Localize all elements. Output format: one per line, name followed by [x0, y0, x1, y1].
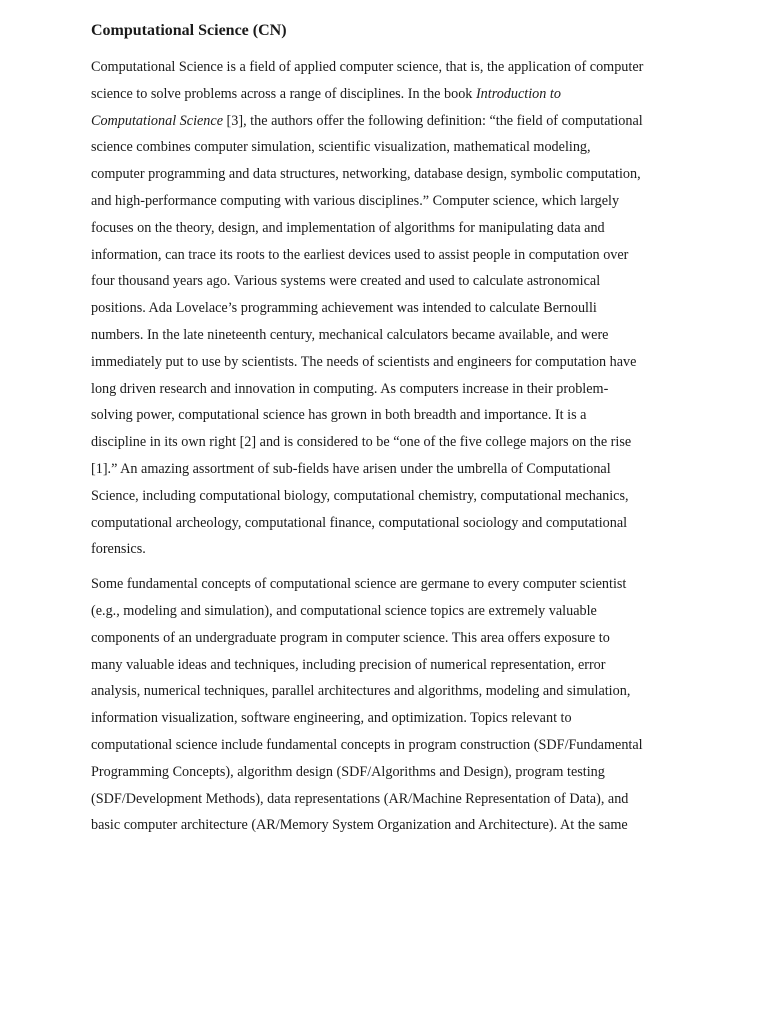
- text-line: [91, 188, 681, 215]
- text-segment: forensics.: [91, 541, 146, 558]
- paragraphs-container: [91, 54, 681, 839]
- paragraph: [91, 571, 681, 839]
- text-line: [91, 812, 681, 839]
- text-segment: solving power, computational science has grown in both breadth and importance. It is a: [91, 407, 587, 424]
- text-line: [91, 536, 681, 563]
- text-line: [91, 349, 681, 376]
- text-segment: science combines computer simulation, scientific visualization, mathematical modeling,: [91, 139, 591, 156]
- text-line: [91, 268, 681, 295]
- paragraph: [91, 54, 681, 563]
- text-line: [91, 759, 681, 786]
- text-segment: [1].” An amazing assortment of sub-fields have arisen under the umbrella of Computational: [91, 460, 611, 477]
- text-line: [91, 81, 681, 108]
- text-segment: information visualization, software engineering, and optimization. Topics relevant to: [91, 710, 572, 727]
- text-segment: science to solve problems across a range of disciplines. In the book: [91, 85, 476, 102]
- text-line: [91, 598, 681, 625]
- text-line: [91, 705, 681, 732]
- text-line: [91, 510, 681, 537]
- text-segment: discipline in its own right [2] and is considered to be “one of the five college majors on the rise: [91, 434, 632, 451]
- book-title-italic: Introduction to: [475, 85, 561, 102]
- text-line: [91, 678, 681, 705]
- text-segment: long driven research and innovation in computing. As computers increase in their problem-: [91, 380, 609, 397]
- text-segment: analysis, numerical techniques, parallel architectures and algorithms, modeling and simulation,: [91, 683, 631, 700]
- text-segment: Some fundamental concepts of computational science are germane to every computer scientist: [91, 576, 627, 593]
- text-line: [91, 54, 681, 81]
- text-line: [91, 732, 681, 759]
- text-line: [91, 456, 681, 483]
- section-heading: Computational Science (CN): [91, 22, 287, 39]
- text-line: [91, 625, 681, 652]
- text-segment: immediately put to use by scientists. The needs of scientists and engineers for computation have: [91, 353, 637, 370]
- document-body: [91, 18, 681, 847]
- text-segment: and high-performance computing with various disciplines.” Computer science, which largely: [91, 192, 620, 209]
- text-line: [91, 483, 681, 510]
- text-line: [91, 134, 681, 161]
- book-title-italic: Computational Science: [91, 112, 223, 129]
- text-segment: computer programming and data structures, networking, database design, symbolic computation,: [91, 166, 641, 183]
- text-segment: Science, including computational biology, computational chemistry, computational mechanics,: [91, 487, 629, 504]
- text-line: [91, 295, 681, 322]
- text-line: [91, 161, 681, 188]
- text-segment: many valuable ideas and techniques, including precision of numerical representation, error: [91, 656, 606, 673]
- text-line: [91, 322, 681, 349]
- text-segment: positions. Ada Lovelace’s programming achievement was intended to calculate Bernoulli: [91, 300, 597, 317]
- text-line: [91, 402, 681, 429]
- text-segment: numbers. In the late nineteenth century, mechanical calculators became available, and were: [91, 326, 609, 343]
- text-segment: information, can trace its roots to the earliest devices used to assist people in computation over: [91, 246, 629, 263]
- text-segment: basic computer architecture (AR/Memory System Organization and Architecture). At the same: [91, 817, 628, 834]
- text-segment: focuses on the theory, design, and implementation of algorithms for manipulating data and: [91, 219, 605, 236]
- text-segment: four thousand years ago. Various systems were created and used to calculate astronomical: [91, 273, 601, 290]
- text-segment: (SDF/Development Methods), data representations (AR/Machine Representation of Data), and: [91, 790, 629, 807]
- text-line: [91, 242, 681, 269]
- text-segment: (e.g., modeling and simulation), and computational science topics are extremely valuable: [91, 602, 597, 619]
- text-line: [91, 786, 681, 813]
- text-segment: [3], the authors offer the following definition: “the field of computational: [223, 112, 643, 129]
- text-line: [91, 429, 681, 456]
- text-segment: computational science include fundamental concepts in program construction (SDF/Fundamental: [91, 736, 643, 753]
- text-line: [91, 376, 681, 403]
- text-segment: components of an undergraduate program in computer science. This area offers exposure to: [91, 629, 610, 646]
- text-line: [91, 215, 681, 242]
- text-segment: Computational Science is a field of applied computer science, that is, the application of computer: [91, 59, 644, 75]
- text-line: [91, 652, 681, 679]
- text-segment: computational archeology, computational finance, computational sociology and computational: [91, 514, 628, 531]
- text-line: [91, 108, 681, 135]
- text-line: [91, 571, 681, 598]
- text-segment: Programming Concepts), algorithm design (SDF/Algorithms and Design), program testing: [91, 763, 605, 780]
